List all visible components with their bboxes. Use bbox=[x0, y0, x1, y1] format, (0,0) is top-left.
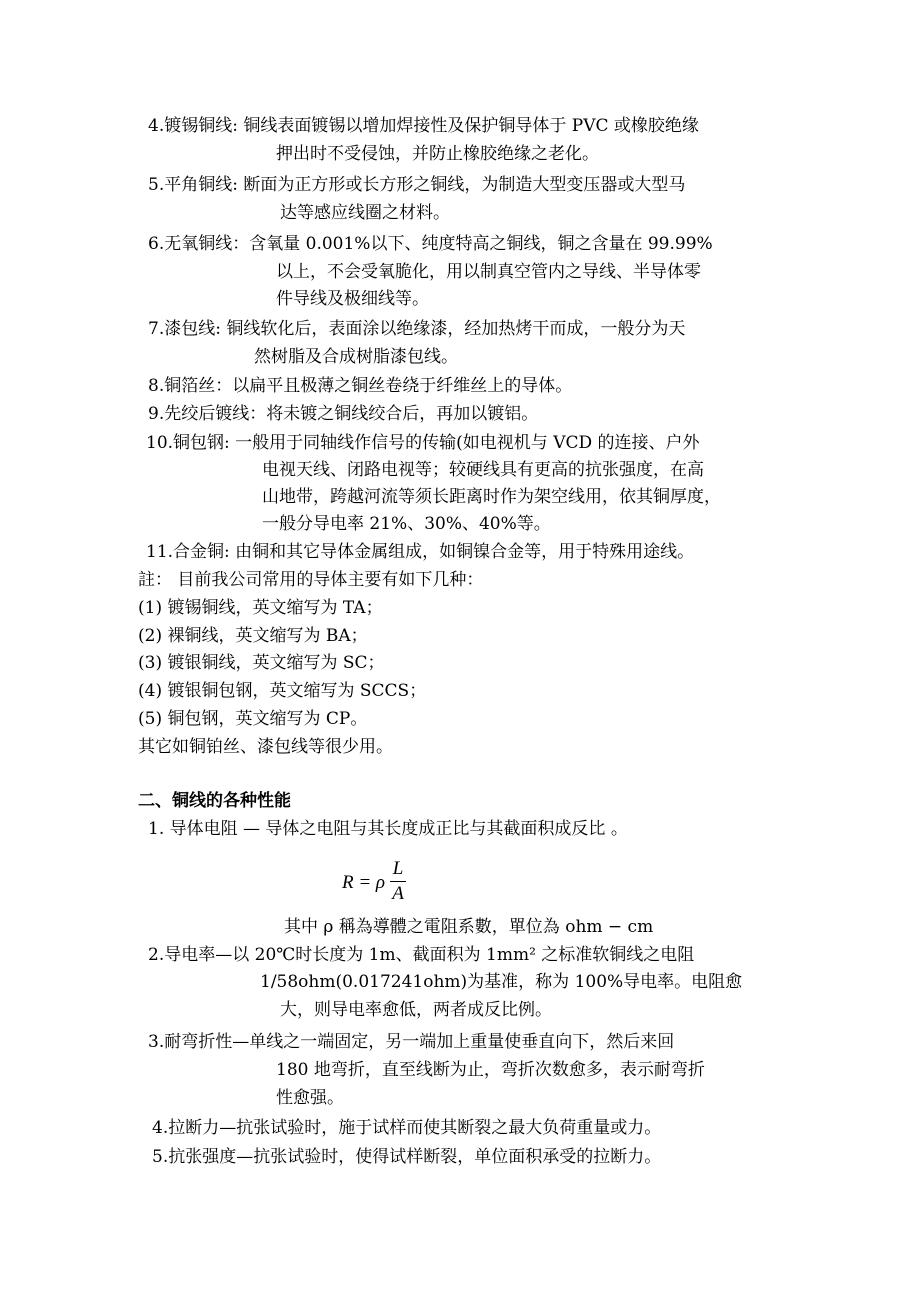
formula-fraction bbox=[390, 858, 406, 905]
property-item-3-line-1: 3.耐弯折性—单线之一端固定，另一端加上重量使垂直向下，然后来回 bbox=[148, 1032, 675, 1052]
list-item-5-line-1: 5.平角铜线: 断面为正方形或长方形之铜线，为制造大型变压器或大型马 bbox=[148, 175, 686, 195]
note-item-1: (1) 镀锡铜线，英文缩写为 TA； bbox=[138, 598, 383, 618]
formula-denominator: A bbox=[392, 883, 404, 904]
property-item-5: 5.抗张强度—抗张试验时，使得试样断裂，单位面积承受的拉断力。 bbox=[152, 1147, 662, 1167]
list-item-10-line-3: 山地带，跨越河流等须长距离时作为架空线用，依其铜厚度， bbox=[262, 487, 721, 507]
note-closing: 其它如铜铂丝、漆包线等很少用。 bbox=[138, 737, 393, 757]
note-item-3: (3) 镀银铜线，英文缩写为 SC； bbox=[138, 653, 385, 673]
list-item-8: 8.铜箔丝：以扁平且极薄之铜丝卷绕于纤维丝上的导体。 bbox=[148, 376, 573, 396]
list-item-7-line-1: 7.漆包线: 铜线软化后，表面涂以绝缘漆，经加热烤干而成，一般分为天 bbox=[148, 319, 686, 339]
list-item-11: 11.合金铜: 由铜和其它导体金属组成，如铜镍合金等，用于特殊用途线。 bbox=[146, 542, 695, 562]
property-item-2-line-3: 大，则导电率愈低，两者成反比例。 bbox=[280, 1000, 552, 1020]
property-item-3-line-2: 180 地弯折，直至线断为止，弯折次数愈多，表示耐弯折 bbox=[276, 1060, 705, 1080]
note-heading: 註： 目前我公司常用的导体主要有如下几种： bbox=[138, 570, 484, 590]
list-item-10-line-1: 10.铜包钢: 一般用于同轴线作信号的传输(如电视机与 VCD 的连接、户外 bbox=[146, 433, 700, 453]
property-item-2-line-1: 2.导电率—以 20℃时长度为 1m、截面积为 1mm² 之标准软铜线之电阻 bbox=[148, 945, 695, 965]
property-item-1: 1. 导体电阻 — 导体之电阻与其长度成正比与其截面积成反比 。 bbox=[148, 819, 628, 839]
note-item-2: (2) 裸铜线，英文缩写为 BA； bbox=[138, 626, 368, 646]
section-title: 二、铜线的各种性能 bbox=[138, 791, 291, 811]
property-item-4: 4.拉断力—抗张试验时，施于试样而使其断裂之最大负荷重量或力。 bbox=[152, 1118, 662, 1138]
list-item-5-line-2: 达等感应线圈之材料。 bbox=[280, 203, 450, 223]
list-item-4-line-2: 押出时不受侵蚀，并防止橡胶绝缘之老化。 bbox=[276, 144, 599, 164]
property-item-2-line-2: 1/58ohm(0.017241ohm)为基准，称为 100%导电率。电阻愈 bbox=[260, 972, 743, 992]
resistance-formula bbox=[342, 858, 422, 908]
list-item-10-line-2: 电视天线、闭路电视等；较硬线具有更高的抗张强度，在高 bbox=[262, 460, 704, 480]
note-item-5: (5) 铜包钢，英文缩写为 CP。 bbox=[138, 709, 368, 729]
note-item-4: (4) 镀银铜包钢，英文缩写为 SCCS； bbox=[138, 681, 427, 701]
list-item-6-line-3: 件导线及极细线等。 bbox=[276, 289, 429, 309]
property-item-3-line-3: 性愈强。 bbox=[276, 1088, 344, 1108]
list-item-4-line-1: 4.镀锡铜线: 铜线表面镀锡以增加焊接性及保护铜导体于 PVC 或橡胶绝缘 bbox=[148, 116, 699, 136]
formula-note: 其中 ρ 稱為導體之電阻系數，單位為 ohm − cm bbox=[284, 917, 654, 937]
formula-numerator: L bbox=[392, 858, 404, 879]
list-item-9: 9.先绞后镀线：将未镀之铜线绞合后，再加以镀铝。 bbox=[148, 404, 539, 424]
list-item-10-line-4: 一般分导电率 21%、30%、40%等。 bbox=[262, 514, 551, 534]
list-item-6-line-2: 以上，不会受氧脆化，用以制真空管内之导线、半导体零 bbox=[276, 262, 701, 282]
formula-lhs: R = ρ bbox=[342, 872, 386, 893]
list-item-6-line-1: 6.无氧铜线：含氧量 0.001%以下、纯度特高之铜线，铜之含量在 99.99% bbox=[148, 234, 713, 254]
list-item-7-line-2: 然树脂及合成树脂漆包线。 bbox=[254, 347, 458, 367]
fraction-bar bbox=[390, 881, 406, 882]
